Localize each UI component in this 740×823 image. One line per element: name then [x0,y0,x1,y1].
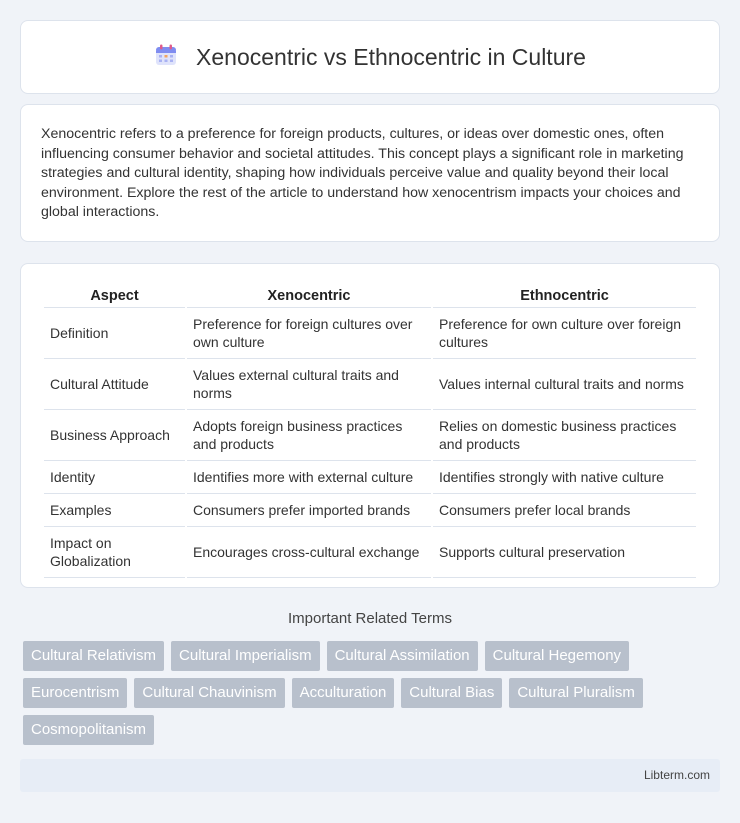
calendar-icon [154,43,178,72]
column-header-ethnocentric: Ethnocentric [433,284,696,308]
table-cell-aspect: Examples [44,494,185,527]
table-cell-xenocentric: Preference for foreign cultures over own culture [187,308,431,359]
table-cell-ethnocentric: Supports cultural preservation [433,527,696,578]
table-cell-aspect: Cultural Attitude [44,359,185,410]
table-cell-xenocentric: Consumers prefer imported brands [187,494,431,527]
related-term-tag[interactable]: Eurocentrism [23,678,127,708]
table-cell-ethnocentric: Consumers prefer local brands [433,494,696,527]
related-term-tag[interactable]: Cultural Relativism [23,641,164,671]
intro-paragraph: Xenocentric refers to a preference for foreign products, cultures, or ideas over domestic ones, often influencing consumer behavior and societal attitudes. This concept plays a significant role in marketing strategies and cultural identity, shaping how individuals perceive value and quality beyond their local environment. Explore the rest of the article to understand how xenocentrism impacts your choices and global interactions. [41,126,684,221]
header-card [20,20,720,94]
table-row [44,308,696,359]
comparison-table [42,284,698,578]
page-title: Xenocentric vs Ethnocentric in Culture [196,43,586,70]
related-term-tag[interactable]: Cultural Hegemony [485,641,629,671]
related-term-tag[interactable]: Acculturation [292,678,395,708]
table-row [44,359,696,410]
related-term-tag[interactable]: Cultural Bias [401,678,502,708]
table-cell-ethnocentric: Identifies strongly with native culture [433,461,696,494]
table-row [44,527,696,578]
comparison-table-card [20,263,720,588]
related-terms-list [23,641,713,745]
table-cell-ethnocentric: Values internal cultural traits and norms [433,359,696,410]
table-row [44,494,696,527]
intro-card [20,104,720,242]
table-cell-ethnocentric: Relies on domestic business practices and products [433,410,696,461]
related-term-tag[interactable]: Cultural Imperialism [171,641,320,671]
related-term-tag[interactable]: Cultural Assimilation [327,641,478,671]
table-cell-xenocentric: Identifies more with external culture [187,461,431,494]
related-term-tag[interactable]: Cultural Chauvinism [134,678,284,708]
table-cell-xenocentric: Values external cultural traits and norms [187,359,431,410]
table-row [44,461,696,494]
table-cell-xenocentric: Encourages cross-cultural exchange [187,527,431,578]
table-cell-ethnocentric: Preference for own culture over foreign cultures [433,308,696,359]
table-cell-aspect: Definition [44,308,185,359]
footer [20,759,720,792]
related-terms-heading: Important Related Terms [288,610,452,627]
table-cell-aspect: Impact on Globalization [44,527,185,578]
table-cell-aspect: Business Approach [44,410,185,461]
table-header-row [44,284,696,308]
related-term-tag[interactable]: Cultural Pluralism [509,678,643,708]
table-cell-xenocentric: Adopts foreign business practices and products [187,410,431,461]
table-cell-aspect: Identity [44,461,185,494]
related-term-tag[interactable]: Cosmopolitanism [23,715,154,745]
column-header-xenocentric: Xenocentric [187,284,431,308]
table-row [44,410,696,461]
column-header-aspect: Aspect [44,284,185,308]
footer-site-name[interactable]: Libterm.com [643,768,710,782]
